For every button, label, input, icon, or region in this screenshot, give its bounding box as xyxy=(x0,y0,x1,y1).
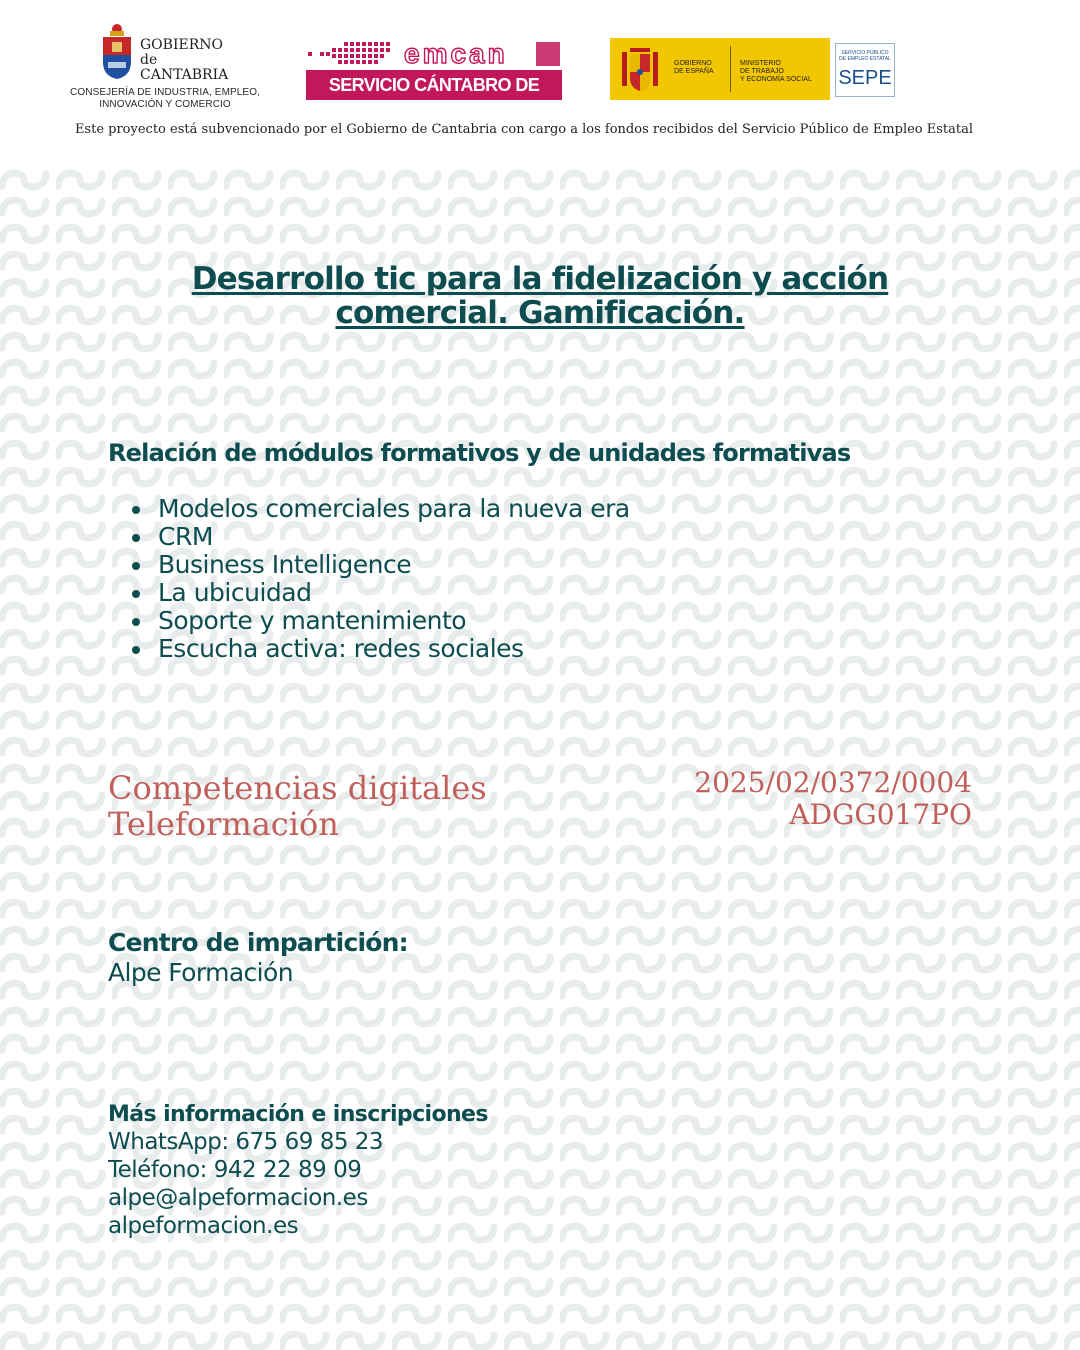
gobierno-cantabria-logo xyxy=(70,18,260,114)
list-item: Soporte y mantenimiento xyxy=(128,607,630,635)
list-item: CRM xyxy=(128,523,630,551)
course-category xyxy=(108,770,487,842)
list-item: Escucha activa: redes sociales xyxy=(128,635,630,663)
ministerio-line3: Y ECONOMÍA SOCIAL xyxy=(740,76,812,83)
gobierno-espana-line2: DE ESPAÑA xyxy=(674,68,714,75)
cantabria-line2: de xyxy=(140,52,158,68)
contact-heading: Más información e inscripciones xyxy=(108,1102,488,1127)
contact-phone[interactable]: Teléfono: 942 22 89 09 xyxy=(108,1157,362,1183)
sepe-subtitle xyxy=(838,50,892,62)
cantabria-coat-of-arms-icon xyxy=(100,22,134,80)
cantabria-consejeria xyxy=(70,87,260,111)
sepe-small-line2: DE EMPLEO ESTATAL xyxy=(839,56,891,62)
course-title-line2: comercial. Gamificación. xyxy=(335,295,745,331)
consejeria-line1: CONSEJERÍA DE INDUSTRIA, EMPLEO, xyxy=(70,87,260,98)
emcan-wordmark: emcan xyxy=(404,38,508,69)
modules-list xyxy=(128,495,630,663)
sepe-small-line1: SERVICIO PÚBLICO xyxy=(841,50,889,56)
ministerio-line1: MINISTERIO xyxy=(740,60,781,67)
list-item: Business Intelligence xyxy=(128,551,630,579)
list-item: La ubicuidad xyxy=(128,579,630,607)
subsidy-notice: Este proyecto está subvencionado por el Gobierno de Cantabria con cargo a los fondos recibidos del Servicio Público de Empleo Estatal xyxy=(74,122,974,137)
sepe-logo xyxy=(835,43,895,97)
gobierno-espana-line1: GOBIERNO xyxy=(674,60,712,67)
ministerio-trabajo-logo xyxy=(610,38,830,100)
modules-heading: Relación de módulos formativos y de unidades formativas xyxy=(108,439,851,467)
spain-coat-of-arms-icon xyxy=(620,44,660,94)
cantabria-line3: CANTABRIA xyxy=(140,67,229,83)
ministerio-divider xyxy=(730,46,731,92)
course-specialty-code: ADGG017PO xyxy=(789,798,972,831)
cantabria-logo-text xyxy=(140,38,228,83)
course-file-code: 2025/02/0372/0004 xyxy=(694,766,972,799)
course-modality: Teleformación xyxy=(108,805,339,843)
sepe-wordmark: SEPE xyxy=(838,67,892,89)
sponsor-header xyxy=(0,0,1080,160)
consejeria-line2: INNOVACIÓN Y COMERCIO xyxy=(99,99,231,110)
ministerio-text xyxy=(740,60,812,84)
contact-website-link[interactable]: alpeformacion.es xyxy=(108,1213,299,1239)
list-item: Modelos comerciales para la nueva era xyxy=(128,495,630,523)
centre-name: Alpe Formación xyxy=(108,958,293,987)
course-area: Competencias digitales xyxy=(108,769,487,807)
gobierno-espana-text xyxy=(674,60,714,76)
course-title-line1: Desarrollo tic para la fidelización y acción xyxy=(191,261,889,297)
emcan-banner: SERVICIO CÁNTABRO DE EMPLEO xyxy=(306,70,562,100)
contact-whatsapp[interactable]: WhatsApp: 675 69 85 23 xyxy=(108,1129,384,1155)
cantabria-line1: GOBIERNO xyxy=(140,37,223,53)
course-codes xyxy=(694,767,972,831)
emcan-logo xyxy=(306,38,562,125)
ministerio-line2: DE TRABAJO xyxy=(740,68,784,75)
course-title xyxy=(140,262,940,330)
centre-heading: Centro de impartición: xyxy=(108,928,408,957)
contact-email-link[interactable]: alpe@alpeformacion.es xyxy=(108,1185,368,1211)
